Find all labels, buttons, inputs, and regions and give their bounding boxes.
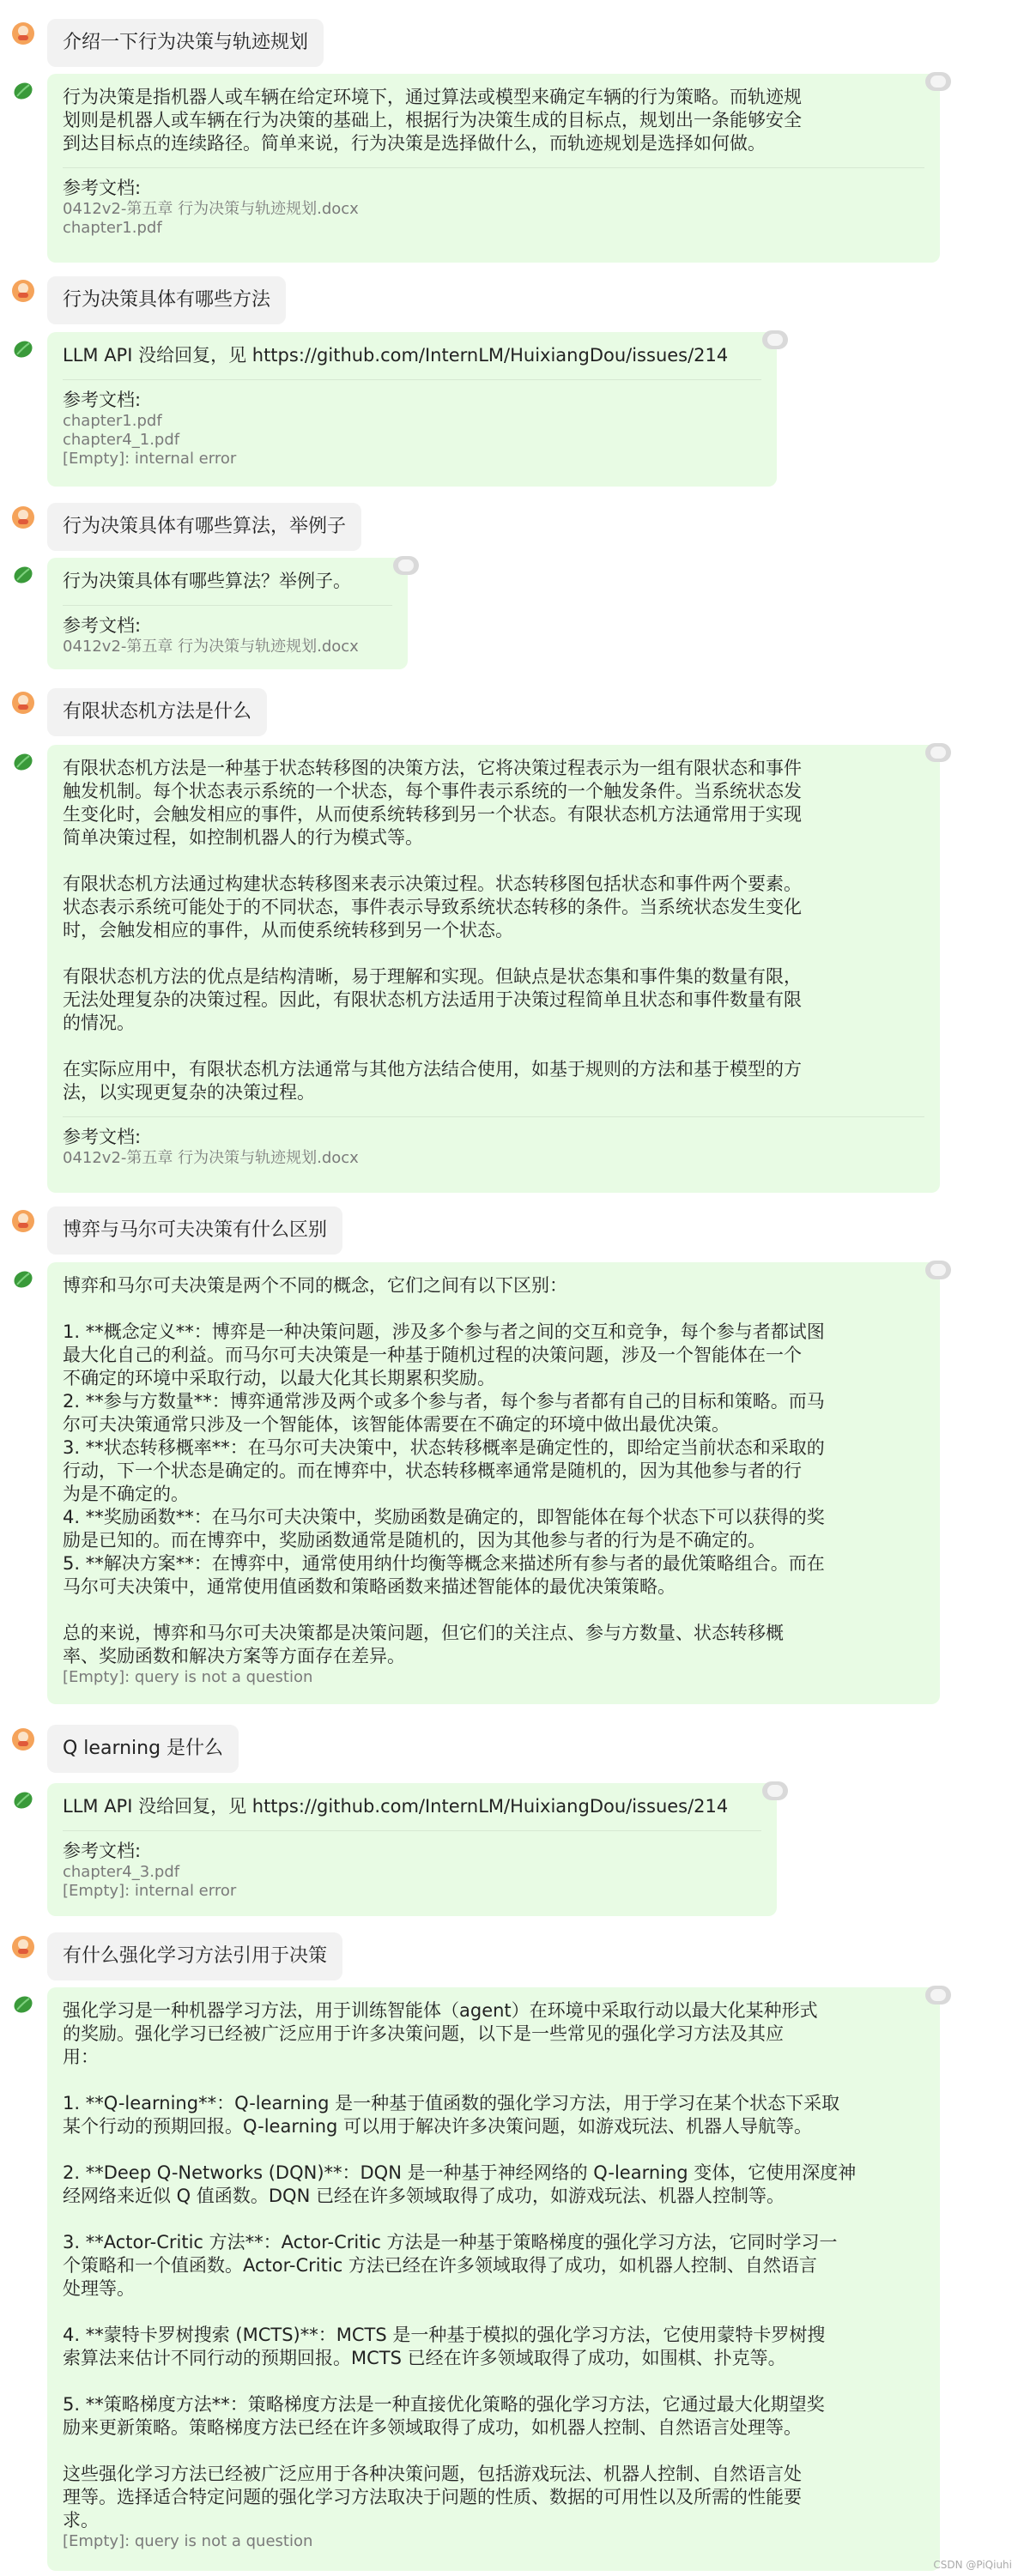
- copy-icon[interactable]: [925, 743, 951, 762]
- reference-item: 0412v2-第五章 行为决策与轨迹规划.docx: [63, 200, 359, 218]
- reference-item: chapter1.pdf: [63, 219, 162, 237]
- answer-row: [0, 74, 1024, 263]
- question-row: [0, 1206, 1024, 1260]
- references-title: 参考文档:: [63, 178, 142, 198]
- answer-row: [0, 1262, 1024, 1704]
- answer-text: 强化学习是一种机器学习方法，用于训练智能体（agent）在环境中采取行动以最大化某种形式 的奖励。强化学习已经被广泛应用于许多决策问题，以下是一些常见的强化学习方法及其应 用： 1. **Q-learning**：Q-learning 是一种基于值函数的强化学习方法，用于学习在某个状态下采取 某个行动的预期回报。Q-learning 可以用于解决许多决策问题，如游戏玩法、机器人导航等。 2. **Deep Q-Networks (DQN)**：DQN 是一种基于神经网络的 Q-learning 变体，它使用深度神 经网络来近似 Q 值函数。DQN 已经在许多领域取得了成功，如游戏玩法、机器人控制等。 3. **Actor-Critic 方法**：Actor-Critic 方法是一种基于策略梯度的强化学习方法，它同时学习一 个策略和一个值函数。Actor-Critic 方法已经在许多领域取得了成功，如机器人控制、自然语言 处理等。 4. **蒙特卡罗树搜索 (MCTS)**：MCTS 是一种基于模拟的强化学习方法，它使用蒙特卡罗树搜 索算法来估计不同行动的预期回报。MCTS 已经在许多领域取得了成功，如围棋、扑克等。 5. **策略梯度方法**：策略梯度方法是一种直接优化策略的强化学习方法，它通过最大化期望奖 励来更新策略。策略梯度方法已经在许多领域取得了成功，如机器人控制、自然语言处理等。 这些强化学习方法已经被广泛应用于各种决策问题，包括游戏玩法、机器人控制、自然语言处 理等。选择适合特定问题的强化学习方法取决于问题的性质、数据的可用性以及所需的性能要 求。: [63, 2000, 857, 2531]
- user-avatar: [10, 1726, 36, 1752]
- assistant-avatar: [10, 1991, 36, 2017]
- assistant-avatar: [10, 748, 36, 774]
- reference-list: [63, 1830, 761, 1901]
- question-row: [0, 688, 1024, 741]
- references-title: 参考文档:: [63, 615, 142, 636]
- empty-note: [Empty]: internal error: [63, 450, 237, 468]
- assistant-avatar: [10, 336, 36, 361]
- assistant-avatar: [10, 77, 36, 103]
- question-bubble: 有限状态机方法是什么: [47, 688, 267, 736]
- empty-note: [Empty]: internal error: [63, 1882, 237, 1900]
- user-avatar: [10, 278, 36, 304]
- answer-row: [0, 332, 1024, 487]
- reference-item: chapter4_3.pdf: [63, 1863, 180, 1881]
- copy-icon[interactable]: [925, 1261, 951, 1279]
- reference-item: 0412v2-第五章 行为决策与轨迹规划.docx: [63, 1149, 359, 1167]
- question-bubble: 介绍一下行为决策与轨迹规划: [47, 19, 324, 67]
- copy-icon[interactable]: [762, 330, 788, 349]
- user-avatar: [10, 1934, 36, 1960]
- assistant-avatar: [10, 561, 36, 587]
- references-title: 参考文档:: [63, 1127, 142, 1147]
- reference-list: [63, 379, 761, 469]
- reference-list: [63, 605, 392, 656]
- answer-bubble: [47, 1262, 940, 1704]
- question-bubble: 行为决策具体有哪些方法: [47, 276, 286, 324]
- reference-item: 0412v2-第五章 行为决策与轨迹规划.docx: [63, 638, 359, 656]
- answer-bubble: [47, 74, 940, 263]
- answer-text: LLM API 没给回复，见 https://github.com/InternLM/HuixiangDou/issues/214: [63, 345, 729, 366]
- reference-item: chapter1.pdf: [63, 412, 162, 430]
- answer-bubble: [47, 1783, 777, 1916]
- answer-text: 行为决策是指机器人或车辆在给定环境下，通过算法或模型来确定车辆的行为策略。而轨迹规 划则是机器人或车辆在行为决策的基础上，根据行为决策生成的目标点，规划出一条能够安全 到达目标点的连续路径。简单来说，行为决策是选择做什么，而轨迹规划是选择如何做。: [63, 87, 802, 154]
- answer-text: LLM API 没给回复，见 https://github.com/InternLM/HuixiangDou/issues/214: [63, 1796, 729, 1817]
- reference-item: chapter4_1.pdf: [63, 431, 180, 449]
- answer-bubble: [47, 1987, 940, 2571]
- reference-list: [63, 167, 924, 238]
- answer-bubble: [47, 332, 777, 487]
- question-row: [0, 1932, 1024, 1986]
- empty-note: [Empty]: query is not a question: [63, 1668, 313, 1686]
- copy-icon[interactable]: [762, 1781, 788, 1800]
- question-bubble: 博弈与马尔可夫决策有什么区别: [47, 1206, 342, 1255]
- answer-text: 有限状态机方法是一种基于状态转移图的决策方法，它将决策过程表示为一组有限状态和事件 触发机制。每个状态表示系统的一个状态，每个事件表示系统的一个触发条件。当系统状态发 生变化时，会触发相应的事件，从而使系统转移到另一个状态。有限状态机方法通常用于实现 简单决策过程，如控制机器人的行为模式等。 有限状态机方法通过构建状态转移图来表示决策过程。状态转移图包括状态和事件两个要素。 状态表示系统可能处于的不同状态，事件表示导致系统状态转移的条件。当系统状态发生变化 时，会触发相应的事件，从而使系统转移到另一个状态。 有限状态机方法的优点是结构清晰，易于理解和实现。但缺点是状态集和事件集的数量有限， 无法处理复杂的决策过程。因此，有限状态机方法适用于决策过程简单且状态和事件数量有限 的情况。 在实际应用中，有限状态机方法通常与其他方法结合使用，如基于规则的方法和基于模型的方 法，以实现更复杂的决策过程。: [63, 758, 802, 1103]
- answer-text: 博弈和马尔可夫决策是两个不同的概念，它们之间有以下区别： 1. **概念定义**：博弈是一种决策问题，涉及多个参与者之间的交互和竞争，每个参与者都试图 最大化自己的利益。而马尔可夫决策是一种基于随机过程的决策问题，涉及一个智能体在一个 不确定的环境中采取行动，以最大化其长期累积奖励。 2. **参与方数量**：博弈通常涉及两个或多个参与者，每个参与者都有自己的目标和策略。而马 尔可夫决策通常只涉及一个智能体，该智能体需要在不确定的环境中做出最优决策。 3. **状态转移概率**：在马尔可夫决策中，状态转移概率是确定性的，即给定当前状态和采取的 行动，下一个状态是确定的。而在博弈中，状态转移概率通常是随机的，因为其他参与者的行 为是不确定的。 4. **奖励函数**：在马尔可夫决策中，奖励函数是确定的，即智能体在每个状态下可以获得的奖 励是已知的。而在博弈中，奖励函数通常是随机的，因为其他参与者的行为是不确定的。 5. **解决方案**：在博弈中，通常使用纳什均衡等概念来描述所有参与者的最优策略组合。而在 马尔可夫决策中，通常使用值函数和策略函数来描述智能体的最优决策策略。 总的来说，博弈和马尔可夫决策都是决策问题，但它们的关注点、参与方数量、状态转移概 率、奖励函数和解决方案等方面存在差异。: [63, 1275, 825, 1666]
- question-bubble: Q learning 是什么: [47, 1725, 239, 1773]
- answer-bubble: [47, 745, 940, 1193]
- user-avatar: [10, 21, 36, 46]
- assistant-avatar: [10, 1787, 36, 1812]
- references-title: 参考文档:: [63, 1841, 142, 1861]
- answer-text: 行为决策具体有哪些算法？举例子。: [63, 571, 351, 591]
- answer-bubble: [47, 558, 408, 669]
- copy-icon[interactable]: [925, 1986, 951, 2005]
- copy-icon[interactable]: [393, 556, 419, 575]
- user-avatar: [10, 1208, 36, 1234]
- question-row: [0, 276, 1024, 330]
- question-row: [0, 1725, 1024, 1778]
- copy-icon[interactable]: [925, 72, 951, 91]
- question-bubble: 行为决策具体有哪些算法，举例子: [47, 503, 361, 551]
- question-row: [0, 19, 1024, 72]
- question-row: [0, 503, 1024, 556]
- empty-note: [Empty]: query is not a question: [63, 2532, 313, 2550]
- reference-list: [63, 1116, 924, 1168]
- watermark: CSDN @PiQiuhi: [933, 2559, 1012, 2571]
- answer-row: [0, 745, 1024, 1193]
- answer-row: [0, 1987, 1024, 2571]
- answer-row: [0, 558, 1024, 669]
- assistant-avatar: [10, 1266, 36, 1291]
- question-bubble: 有什么强化学习方法引用于决策: [47, 1932, 342, 1980]
- references-title: 参考文档:: [63, 390, 142, 410]
- answer-row: [0, 1783, 1024, 1916]
- user-avatar: [10, 505, 36, 530]
- user-avatar: [10, 690, 36, 716]
